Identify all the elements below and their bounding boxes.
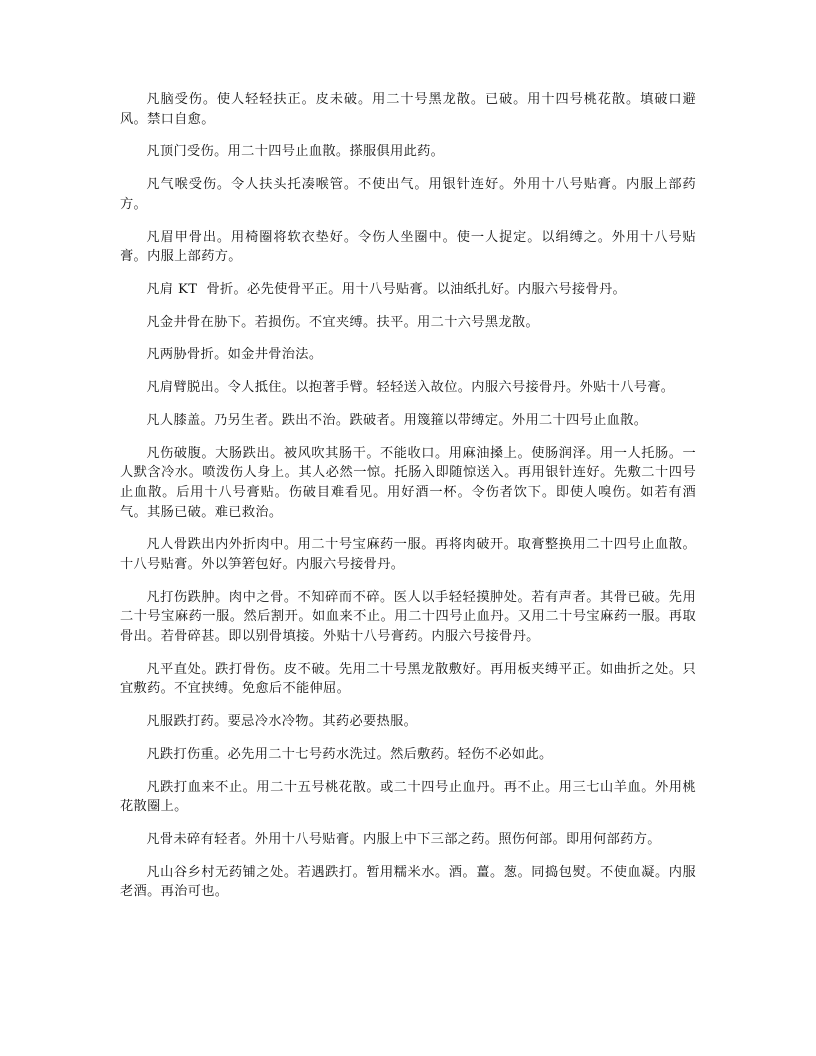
paragraph-brain-injury: 凡脑受伤。使人轻轻扶正。皮未破。用二十号黑龙散。已破。用十四号桃花散。填破口避风。禁口自愈。 <box>120 92 696 127</box>
paragraph-kneecap: 凡人膝盖。乃另生者。跌出不治。跌破者。用篾箍以带缚定。外用二十四号止血散。 <box>146 413 648 429</box>
paragraph-throat-injury: 凡气喉受伤。令人扶头托凑喉管。不使出气。用银针连好。外用十八号贴膏。内服上部药方。 <box>120 177 696 212</box>
paragraph-bleeding: 凡跌打血来不止。用二十五号桃花散。或二十四号止血丹。再不止。用三七山羊血。外用桃花散圈上。 <box>120 779 696 815</box>
paragraph-arm-dislocation: 凡肩臂脱出。令人抵住。以抱著手臂。轻轻送入故位。内服六号接骨丹。外贴十八号膏。 <box>146 380 675 396</box>
document-body <box>120 90 696 915</box>
paragraph-severe-injury: 凡跌打伤重。必先用二十七号药水洗过。然后敷药。轻伤不必如此。 <box>146 746 553 762</box>
paragraph-village-remedy: 凡山谷乡村无药铺之处。若遇跌打。暂用糯米水。酒。薑。葱。同捣包熨。不使血凝。内服老酒。再治可也。 <box>120 864 696 900</box>
paragraph-medicine-rules: 凡服跌打药。要忌冷水冷物。其药必要热服。 <box>146 714 418 730</box>
paragraph-rib-fracture: 凡两胁骨折。如金井骨治法。 <box>146 347 323 363</box>
paragraph-abdomen-wound: 凡伤破腹。大肠跌出。被风吹其肠干。不能收口。用麻油搡上。使肠润泽。用一人托肠。一人默含冷水。喷泼伤人身上。其人必然一惊。托肠入即随惊送入。再用银针连好。先敷二十四号止血散。后用十八号膏贴。伤破目难看见。用好酒一杯。令伤者饮下。即使人嗅伤。如若有酒气。其肠已破。难已救治。 <box>120 445 696 520</box>
paragraph-shoulder-blade: 凡眉甲骨出。用椅圈将软衣垫好。令伤人坐圈中。使一人捉定。以绢缚之。外用十八号贴膏。内服上部药方。 <box>120 229 696 265</box>
paragraph-minor-bone: 凡骨未碎有轻者。外用十八号贴膏。内服上中下三部之药。照伤何部。即用何部药方。 <box>146 832 661 848</box>
paragraph-bone-protrusion: 凡人骨跌出内外折肉中。用二十号宝麻药一服。再将肉破开。取膏整换用二十四号止血散。十八号贴膏。外以笋箬包好。内服六号接骨丹。 <box>120 537 696 572</box>
paragraph-swelling: 凡打伤跌肿。肉中之骨。不知碎而不碎。医人以手轻轻摸肿处。若有声者。其骨已破。先用二十号宝麻药一服。然后割开。如血来不止。用二十四号止血丹。又用二十号宝麻药一服。再取骨出。若骨碎甚。即以别骨填接。外贴十八号膏药。内服六号接骨丹。 <box>120 589 696 644</box>
paragraph-crown-injury: 凡顶门受伤。用二十四号止血散。搽服俱用此药。 <box>146 144 445 160</box>
paragraph-shoulder-fracture: 凡肩 KT 骨折。必先使骨平正。用十八号贴膏。以油纸扎好。内服六号接骨丹。 <box>146 281 627 297</box>
paragraph-straight-fracture: 凡平直处。跌打骨伤。皮不破。先用二十号黑龙散敷好。再用板夹缚平正。如曲折之处。只宜敷药。不宜挟缚。免愈后不能伸屈。 <box>120 661 696 697</box>
paragraph-jinjing-bone: 凡金井骨在胁下。若损伤。不宜夹缚。扶平。用二十六号黑龙散。 <box>146 314 539 330</box>
